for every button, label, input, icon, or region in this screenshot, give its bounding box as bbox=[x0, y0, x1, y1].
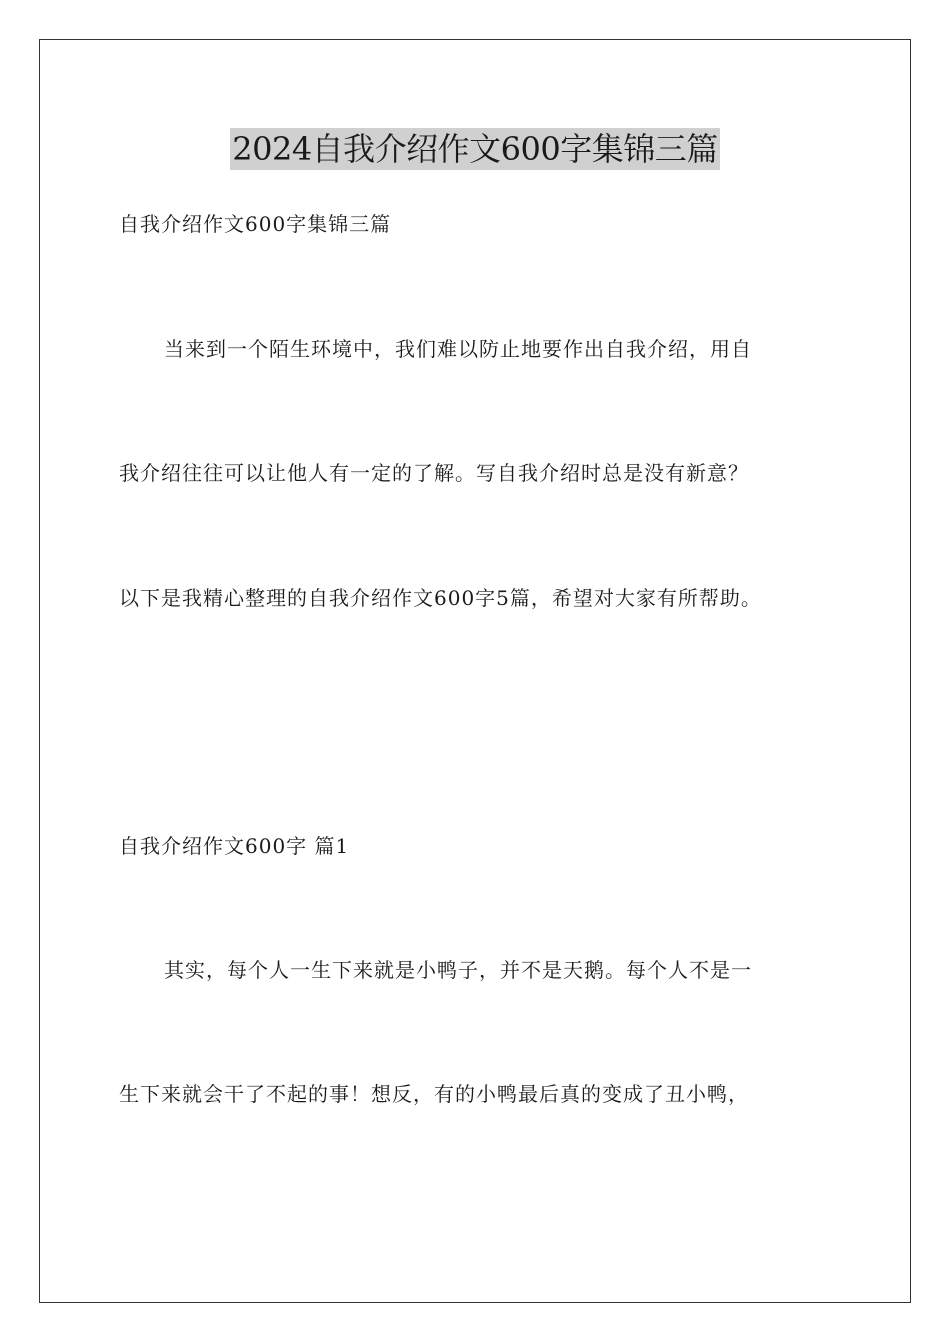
subtitle: 自我介绍作文600字集锦三篇 bbox=[119, 212, 392, 236]
intro-line: 以下是我精心整理的自我介绍作文600字5篇，希望对大家有所帮助。 bbox=[119, 586, 762, 610]
title-container bbox=[0, 128, 950, 170]
section-line: 生下来就会干了不起的事！想反，有的小鸭最后真的变成了丑小鸭， bbox=[119, 1082, 749, 1106]
intro-line: 我介绍往往可以让他人有一定的了解。写自我介绍时总是没有新意？ bbox=[119, 461, 749, 485]
intro-line: 当来到一个陌生环境中，我们难以防止地要作出自我介绍，用自 bbox=[164, 337, 752, 361]
section-heading: 自我介绍作文600字 篇1 bbox=[119, 834, 350, 858]
section-line: 其实，每个人一生下来就是小鸭子，并不是天鹅。每个人不是一 bbox=[164, 958, 752, 982]
document-title: 2024自我介绍作文600字集锦三篇 bbox=[232, 130, 718, 168]
